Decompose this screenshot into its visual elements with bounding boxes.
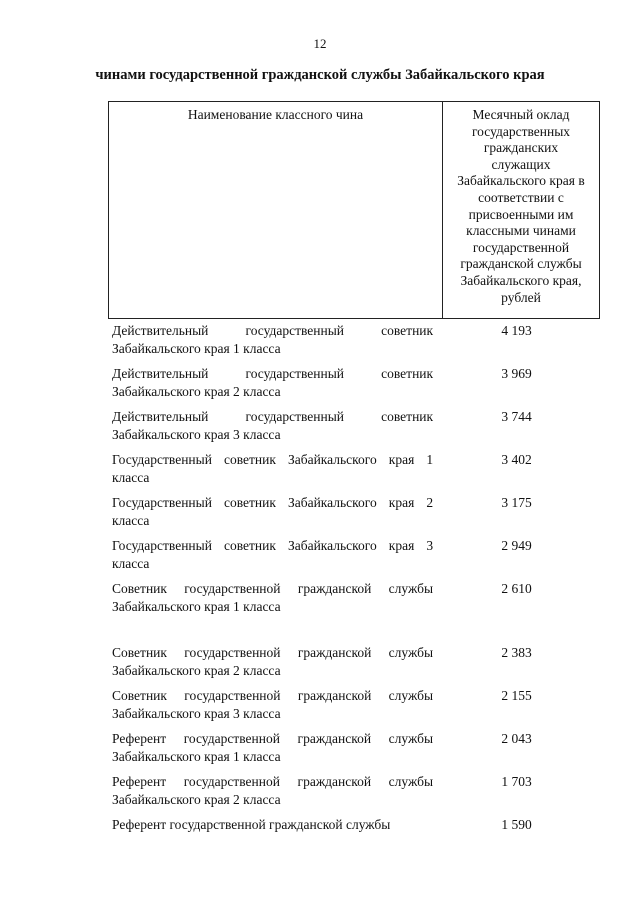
page-number: 12 bbox=[313, 36, 327, 51]
table-body bbox=[112, 322, 600, 834]
table-row bbox=[112, 494, 600, 529]
class-rank-name: Советник государственной гражданской службы Забайкальского края 1 класса bbox=[112, 581, 434, 614]
header-salary-line: служащих bbox=[491, 156, 551, 172]
class-rank-name: Действительный государственный советник Забайкальского края 3 класса bbox=[112, 409, 434, 442]
page-title: чинами государственной гражданской службы Забайкальского края bbox=[95, 67, 545, 83]
salary-value: 3 744 bbox=[501, 409, 532, 424]
salary-value: 3 402 bbox=[501, 452, 532, 467]
header-salary-line: гражданской службы bbox=[460, 256, 582, 272]
header-salary-line: присвоенными им bbox=[468, 206, 574, 222]
salary-value: 4 193 bbox=[501, 323, 532, 338]
salary-value: 2 155 bbox=[501, 688, 532, 703]
class-rank-name: Референт государственной гражданской службы Забайкальского края 2 класса bbox=[112, 774, 434, 807]
header-salary-line: соответствии с bbox=[478, 189, 564, 205]
class-rank-name: Государственный советник Забайкальского края 3 класса bbox=[112, 538, 434, 571]
table-header bbox=[108, 101, 600, 319]
header-salary-line: государственной bbox=[472, 239, 570, 255]
header-class-rank-name: Наименование классного чина bbox=[109, 102, 443, 318]
table-row bbox=[112, 365, 600, 400]
table-row bbox=[112, 773, 600, 808]
table-row bbox=[112, 408, 600, 443]
salary-value: 2 043 bbox=[501, 731, 532, 746]
class-rank-name: Государственный советник Забайкальского края 2 класса bbox=[112, 495, 434, 528]
salary-value: 3 969 bbox=[501, 366, 532, 381]
table-row bbox=[112, 322, 600, 357]
header-salary-line: гражданских bbox=[483, 140, 559, 156]
class-rank-name: Советник государственной гражданской службы Забайкальского края 2 класса bbox=[112, 645, 434, 678]
salary-value: 1 590 bbox=[501, 817, 532, 832]
header-salary-line: классными чинами bbox=[466, 223, 576, 239]
class-rank-name: Действительный государственный советник Забайкальского края 2 класса bbox=[112, 366, 434, 399]
header-salary-line: Месячный оклад bbox=[472, 107, 570, 122]
header-salary-line: Забайкальского края в bbox=[457, 173, 585, 189]
table-row bbox=[112, 580, 600, 615]
table-row bbox=[112, 451, 600, 486]
class-rank-name: Советник государственной гражданской службы Забайкальского края 3 класса bbox=[112, 688, 434, 721]
table-row bbox=[112, 644, 600, 679]
header-salary-line: рублей bbox=[501, 289, 541, 305]
table-row bbox=[112, 816, 600, 834]
salary-value: 1 703 bbox=[501, 774, 532, 789]
class-rank-name: Референт государственной гражданской службы bbox=[112, 817, 391, 832]
salary-value: 2 383 bbox=[501, 645, 532, 660]
class-rank-name: Действительный государственный советник Забайкальского края 1 класса bbox=[112, 323, 434, 356]
table-row bbox=[112, 730, 600, 765]
header-monthly-salary bbox=[443, 102, 599, 318]
header-salary-line: государственных bbox=[471, 123, 571, 139]
table-row bbox=[112, 687, 600, 722]
header-salary-line: Забайкальского края, bbox=[460, 272, 582, 288]
class-rank-name: Референт государственной гражданской службы Забайкальского края 1 класса bbox=[112, 731, 434, 764]
class-rank-name: Государственный советник Забайкальского края 1 класса bbox=[112, 452, 434, 485]
salary-value: 3 175 bbox=[501, 495, 532, 510]
salary-value: 2 610 bbox=[501, 581, 532, 596]
table-row bbox=[112, 537, 600, 572]
salary-value: 2 949 bbox=[501, 538, 532, 553]
